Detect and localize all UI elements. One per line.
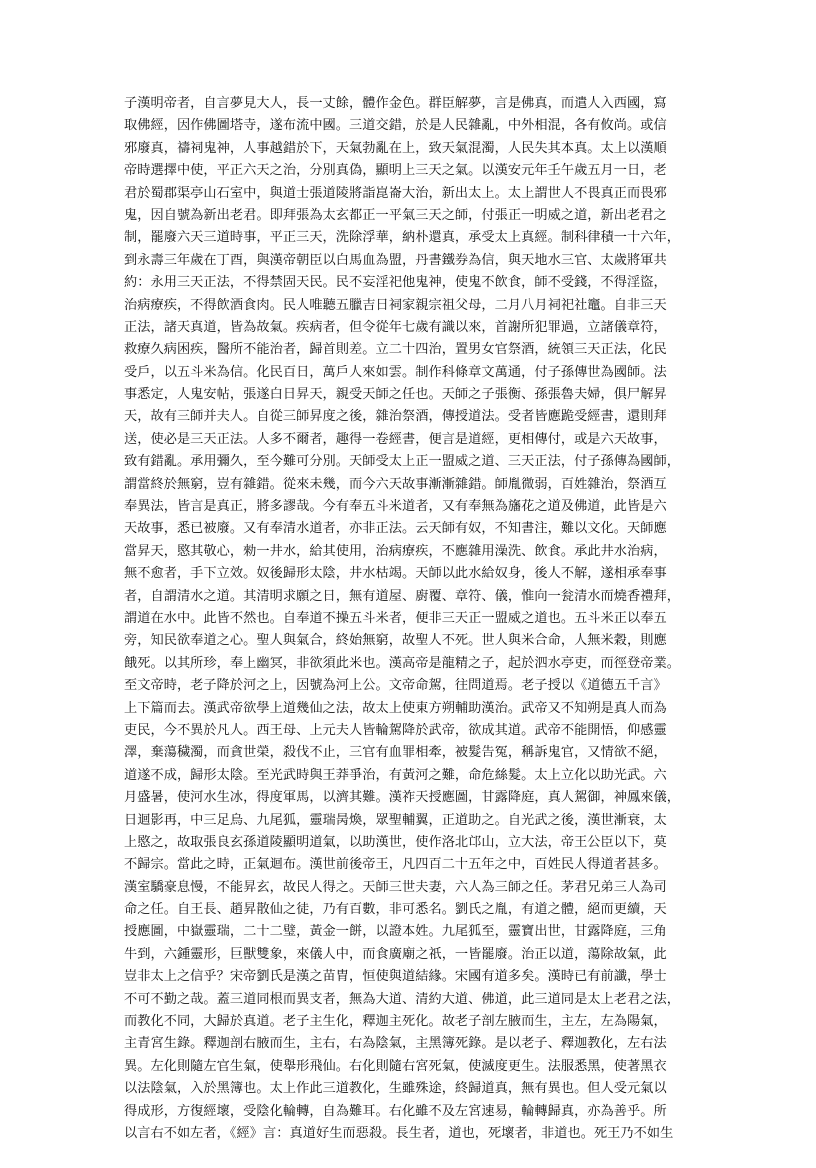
text-line: 正法，諸天真道，皆為故氣。疾病者，但令從年七歲有識以來，首謝所犯罪過，立諸儀章符， bbox=[124, 319, 667, 335]
text-line: 謂道在水中。此皆不然也。自奉道不操五斗米者，便非三天正一盟威之道也。五斗米正以奉五 bbox=[124, 610, 667, 626]
text-line: 牛到，六鍾靈形，巨獸雙象，來儀人中，而食廣廟之祇，一皆罷廢。治正以道，蕩除故氣，此 bbox=[124, 946, 667, 962]
text-line: 天，故有三師并夫人。自從三師昇度之後，雜治祭酒，傳授道法。受者皆應跪受經書，還則拜 bbox=[124, 409, 667, 425]
text-line: 餓死。以其所珍，奉上幽冥，非欲須此米也。漢高帝是龍精之子，起於泗水亭吏，而徑登帝業。 bbox=[124, 655, 680, 671]
text-line: 上下篇而去。漢武帝欲學上道幾仙之法，故太上使東方朔輔助漢治。武帝又不知朔是真人而為 bbox=[124, 700, 667, 716]
text-line: 吏民，今不異於凡人。西王母、上元夫人皆輪駕降於武帝，欲成其道。武帝不能開悟，仰感靈 bbox=[124, 722, 667, 738]
text-line: 救療久病困疾，醫所不能治者，歸首則差。立二十四治，置男女官祭酒，統領三天正法，化民 bbox=[124, 342, 667, 358]
text-line: 命之任。自王長、趙昇散仙之徒，乃有百數，非可悉名。劉氏之胤，有道之體，絕而更續，天 bbox=[124, 902, 667, 918]
text-line: 而教化不同，大歸於真道。老子主生化，釋迦主死化。故老子剖左腋而生，主左，左為陽氣， bbox=[124, 1014, 667, 1030]
text-line: 事悉定，人鬼安帖，張遂白日昇天，親受天師之任也。天師之子張衡、孫張魯夫婦，俱尸解昇 bbox=[124, 387, 667, 403]
text-line bbox=[124, 1145, 704, 1167]
text-line: 到永壽三年歲在丁酉，與漢帝朝臣以白馬血為盟，丹書鐵券為信，與天地水三官、太歲將軍共 bbox=[124, 252, 667, 268]
text-line: 至文帝時，老子降於河之上，因號為河上公。文帝命駕，往問道焉。老子授以《道德五千言》 bbox=[124, 678, 667, 694]
text-line: 致有錯亂。承用彌久，至今難可分別。天師受太上正一盟威之道、三天正法，付子孫傳為國師， bbox=[124, 454, 680, 470]
text-line: 不歸宗。當此之時，正氣迴布。漢世前後帝王，凡四百二十五年之中，百姓民人得道者甚多。 bbox=[124, 857, 667, 873]
text-line: 子漢明帝者，自言夢見大人，長一丈餘，體作金色。群臣解夢，言是佛真，而遣人入西國，寫 bbox=[124, 96, 667, 111]
text-line: 澤，棄蕩穢濁，而貪世榮，殺伐不止，三官有血罪相牽，被髮告冤，稱訴鬼官，又情欲不絕， bbox=[124, 745, 667, 761]
text-line: 者，自謂清水之道。其清明求願之日，無有道屋、廚覆、章符、儀，惟向一瓮清水而燒香禮拜， bbox=[124, 588, 680, 604]
text-line: 送，使必是三天正法。人多不爾者，趣得一卷經書，便言是道經，更相傳付，或是六天故事， bbox=[124, 431, 667, 447]
text-line: 奉異法，皆言是真正，將多謬哉。今有奉五斗米道者，又有奉無為旛花之道及佛道，此皆是六 bbox=[124, 499, 667, 515]
text-line: 無不愈者，手下立效。奴後歸形太陰，井水枯竭。天師以此水給奴身，後人不解，遂相承奉事 bbox=[124, 566, 667, 582]
text-line: 治病療疾，不得飲酒食肉。民人唯聽五臘吉日祠家親宗祖父母，二月八月祠祀社竈。自非三天 bbox=[124, 297, 667, 313]
text-line: 異。左化則隨左官生氣，使舉形飛仙。右化則隨右宮死氣，使滅度更生。法服悉黑，使著黑衣 bbox=[124, 1058, 667, 1074]
text-line: 主青宮生錄。釋迦剖右腋而生，主右，右為陰氣，主黑簿死錄。是以老子、釋迦教化，左右法 bbox=[124, 1036, 667, 1052]
text-line: 鬼，因自號為新出老君。即拜張為太玄都正一平氣三天之師，付張正一明威之道，新出老君之 bbox=[124, 207, 667, 223]
text-line: 豈非太上之信乎？宋帝劉氏是漢之苗胄，恒使與道結緣。宋國有道多矣。漢時已有前讖，學士 bbox=[124, 969, 667, 985]
text-line: 得成形，方復經壞，受陰化輪轉，自為難耳。右化雖不及左宮速易，輪轉歸真，亦為善乎。所 bbox=[124, 1103, 667, 1119]
text-line: 授應圖，中嶽靈瑞，二十二璧，黃金一餅，以證本姓。九尾狐至，靈寶出世，甘露降庭，三角 bbox=[124, 924, 667, 940]
text-line: 當昇天，愍其敬心，勑一井水，給其使用，治病療疾，不應雜用澡洗、飲食。承此井水治病， bbox=[124, 543, 667, 559]
text-line: 約：永用三天正法，不得禁固天民。民不妄淫祀他鬼神，使鬼不飲食，師不受錢，不得淫盜， bbox=[124, 275, 667, 291]
document-page bbox=[124, 93, 704, 1168]
text-line: 旁，知民欲奉道之心。聖人與氣合，終始無窮，故聖人不死。世人與米合命，人無米穀，則應 bbox=[124, 633, 667, 649]
text-line: 日迴影再，中三足烏、九尾狐，靈瑞昺煥，眾聖輔翼，正道助之。自光武之後，漢世漸衰，太 bbox=[124, 812, 667, 828]
text-line: 上愍之，故取張良玄孫道陵顯明道氣，以助漢世，使作洛北邙山，立大法，帝王公臣以下，莫 bbox=[124, 834, 667, 850]
text-line: 道遂不成，歸形太陰。至光武時與王莽爭治，有黃河之難，命危絲髮。太上立化以助光武。六 bbox=[124, 767, 667, 783]
text-line: 制，罷廢六天三道時事，平正三天，洗除浮華，納朴還真，承受太上真經。制科律積一十六年， bbox=[124, 230, 680, 246]
text-line: 不可不勤之哉。蓋三道同根而異支者，無為大道、清約大道、佛道，此三道同是太上老君之法， bbox=[124, 991, 680, 1007]
text-line: 謂當終於無窮，豈有雜錯。從來未幾，而今六天故事漸漸雜錯。師胤微弱，百姓雜治，祭酒互 bbox=[124, 476, 667, 492]
text-line: 受戶，以五斗米為信。化民百日，萬戶人來如雲。制作科條章文萬通，付子孫傳世為國師。法 bbox=[124, 364, 667, 380]
text-line: 天故事，悉已被廢。又有奉清水道者，亦非正法。云天師有奴，不知書注，難以文化。天師應 bbox=[124, 521, 667, 537]
text-line: 取佛經，因作佛圖塔寺，遂布流中國。三道交錯，於是人民雜亂，中外相混，各有攸尚。或信 bbox=[124, 118, 667, 134]
text-line: 月盛暑，使河水生冰，得度軍馬，以濟其難。漢祚天授應圖，甘露降庭，真人駕御，神鳳來儀， bbox=[124, 790, 680, 806]
text-line: 邪廢真，禱祠鬼神，人事越錯於下，天氣勃亂在上，致天氣混濁，人民失其本真。太上以漢順 bbox=[124, 140, 667, 156]
text-line: 以言右不如左者，《經》言：真道好生而惡殺。長生者，道也，死壞者，非道也。死王乃不如生 bbox=[124, 1125, 674, 1141]
text-line: 以法陰氣，入於黑簿也。太上作此三道教化，生雖殊途，終歸道真，無有異也。但人受元氣以 bbox=[124, 1081, 667, 1097]
text-line: 漢室驕豪息慢，不能昇玄，故民人得之。天師三世夫妻，六人為三師之任。茅君兄弟三人為司 bbox=[124, 879, 667, 895]
text-line: 君於蜀郡渠亭山石室中，與道士張道陵將詣崑崙大治，新出太上。太上謂世人不畏真正而畏邪 bbox=[124, 185, 667, 201]
text-line: 帝時選擇中使，平正六天之治，分別真偽，顯明上三天之氣。以漢安元年壬午歲五月一日，老 bbox=[124, 163, 667, 179]
